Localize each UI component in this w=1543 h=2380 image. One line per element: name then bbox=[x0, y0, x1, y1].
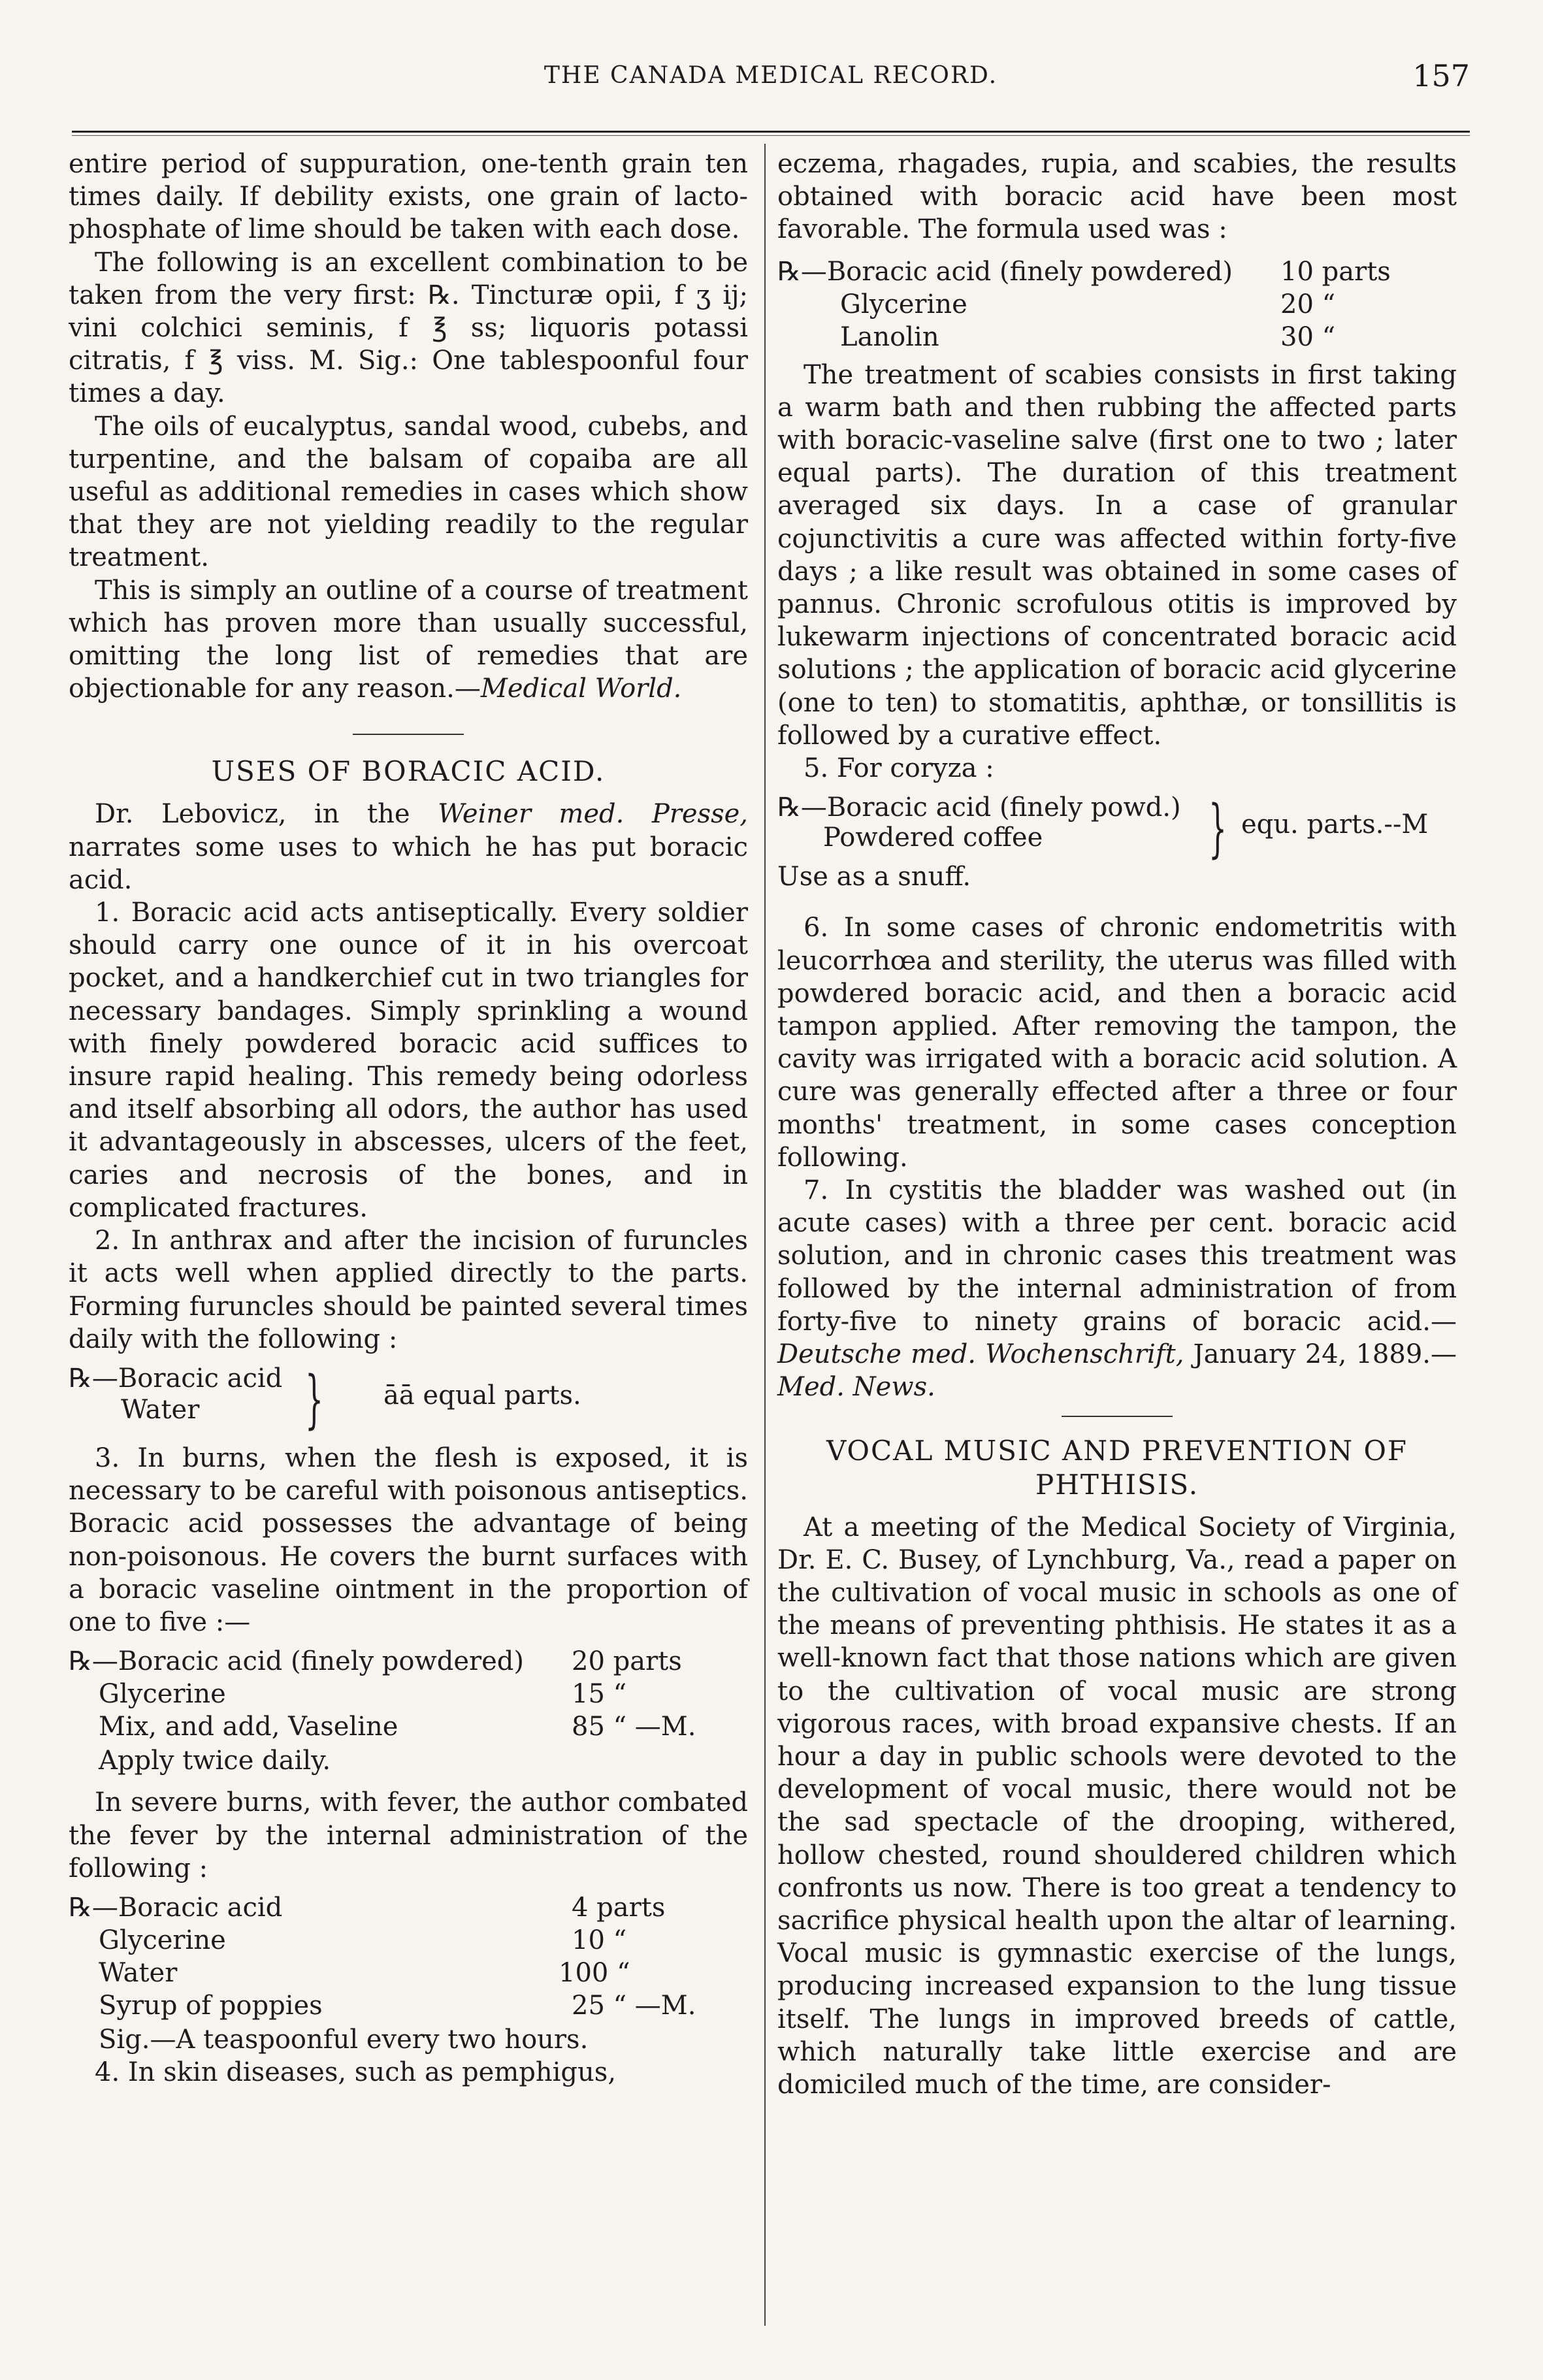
paragraph: The oils of eucalyptus, sandal wood, cubebs, and turpentine, and the balsam of copaiba are all useful as additional remedies in cases which show that they are not yielding readily to the regular treatment. bbox=[69, 411, 748, 573]
rx-note: equ. parts.--M bbox=[1241, 809, 1429, 840]
paragraph-text: January 24, 1889.— bbox=[1184, 1339, 1457, 1370]
page-number: 157 bbox=[1412, 58, 1470, 93]
brace-icon: } bbox=[1209, 792, 1227, 866]
paragraph: eczema, rhagades, rupia, and scabies, the results obtained with boracic acid have been most favorable. The formula used was : bbox=[777, 149, 1457, 245]
rx-note: Apply twice daily. bbox=[99, 1746, 331, 1776]
source-citation: Medical World. bbox=[480, 674, 682, 704]
rx-line: Powdered coffee bbox=[823, 823, 1043, 853]
paragraph-text: narrates some uses to which he has put boracic acid. bbox=[69, 832, 748, 895]
rx-quantity: 20 “ bbox=[1280, 289, 1336, 319]
list-item: 1. Boracic acid acts antiseptically. Every soldier should carry one ounce of it in his overcoat pocket, and a handkerchief cut in two triangles for necessary bandages. Simply sprinkling a wound with finely powdered boracic acid suffices to insure rapid healing. This remedy being odorless and itself absorbing all odors, the author has used it advantageously in abscesses, ulcers of the feet, caries and necrosis of the bones, and in complicated fractures. bbox=[69, 898, 748, 1223]
paragraph-text: Dr. Lebovicz, in the bbox=[95, 799, 438, 830]
section-separator bbox=[1062, 1416, 1173, 1417]
rx-line: Mix, and add, Vaseline bbox=[99, 1712, 398, 1742]
paragraph: The following is an excellent combination to be taken from the very first: ℞. Tincturæ opii, f ʒ ij; vini colchici seminis, f ℥ ss; liquoris potassi citratis, f ℥ viss. M. Sig.: One tablespoonful four times a day. bbox=[69, 247, 748, 409]
rx-quantity: 20 parts bbox=[572, 1646, 682, 1677]
source-citation: Med. News. bbox=[777, 1372, 935, 1403]
list-item bbox=[777, 1174, 1457, 1403]
running-title: THE CANADA MEDICAL RECORD. bbox=[544, 62, 998, 89]
rx-line: ℞—Boracic acid (finely powdered) bbox=[777, 256, 1233, 287]
rx-quantity: 15 “ bbox=[572, 1679, 627, 1710]
brace-icon: } bbox=[305, 1363, 323, 1437]
column-divider bbox=[764, 144, 766, 2326]
rx-line: Glycerine bbox=[99, 1925, 226, 1955]
rx-line: Lanolin bbox=[840, 321, 939, 352]
source-citation: Deutsche med. Wochenschrift, bbox=[777, 1339, 1184, 1370]
rx-line: Water bbox=[99, 1957, 178, 1988]
rx-quantity: 4 parts bbox=[572, 1892, 666, 1923]
rx-line: Water bbox=[121, 1394, 200, 1425]
right-column bbox=[777, 148, 1457, 2101]
rx-line: Glycerine bbox=[840, 289, 967, 319]
list-item: 6. In some cases of chronic endometritis with leucorrhœa and sterility, the uterus was filled with powdered boracic acid, and then a boracic acid tampon applied. After removing the tampon, the cavity was irrigated with a boracic acid solution. A cure was generally effected after a three or four months' treatment, in some cases conception following. bbox=[777, 913, 1457, 1173]
paragraph-text: 7. In cystitis the bladder was washed out (in acute cases) with a three per cent. boracic acid solution, and in chronic cases this treatment was followed by the internal administration of from forty-five to ninety grains of boracic acid.— bbox=[777, 1175, 1457, 1337]
section-separator bbox=[353, 734, 464, 735]
list-item: 5. For coryza : bbox=[804, 753, 994, 784]
rx-quantity: 30 “ bbox=[1280, 321, 1336, 352]
rx-quantity: 10 parts bbox=[1280, 256, 1391, 287]
rx-note: āā equal parts. bbox=[383, 1380, 581, 1410]
section-title: VOCAL MUSIC AND PREVENTION OF PHTHISIS. bbox=[826, 1434, 1408, 1501]
source-citation: Weiner med. Presse, bbox=[438, 799, 748, 830]
rx-line: Syrup of poppies bbox=[99, 1990, 323, 2021]
prescription bbox=[777, 791, 1457, 866]
rx-line: ℞—Boracic acid bbox=[69, 1892, 283, 1923]
rx-quantity: 10 “ bbox=[572, 1925, 627, 1955]
paragraph: entire period of suppuration, one-tenth grain ten times daily. If debility exists, one grain of lacto-phosphate of lime should be taken with each dose. bbox=[69, 149, 748, 245]
paragraph: In severe burns, with fever, the author combated the fever by the internal administration of the following : bbox=[69, 1787, 748, 1883]
rx-quantity: 85 “ —M. bbox=[572, 1712, 696, 1742]
paragraph bbox=[69, 798, 748, 896]
list-item: 4. In skin diseases, such as pemphigus, bbox=[95, 2057, 617, 2088]
rx-line: ℞—Boracic acid bbox=[69, 1363, 283, 1394]
prescription bbox=[69, 1362, 748, 1437]
rx-quantity: 25 “ —M. bbox=[572, 1990, 696, 2021]
list-item: 3. In burns, when the flesh is exposed, it is necessary to be careful with poisonous antiseptics. Boracic acid possesses the advantage of being non-poisonous. He covers the burnt surfaces with a boracic vaseline ointment in the proportion of one to five :— bbox=[69, 1443, 748, 1637]
prescription bbox=[777, 255, 1457, 355]
paragraph-text: This is simply an outline of a course of treatment which has proven more than usually successful, omitting the long list of remedies that are objectionable for any reason.— bbox=[69, 575, 748, 704]
paragraph: At a meeting of the Medical Society of Virginia, Dr. E. C. Busey, of Lynchburg, Va., read a paper on the cultivation of vocal music in schools as one of the means of preventing phthisis. He states it as a well-known fact that those nations which are given to the cultivation of vocal music are strong vigorous races, with broad expansive chests. If an hour a day in public schools were devoted to the development of vocal music, there would not be the sad spectacle of the drooping, withered, hollow chested, round shouldered children which confronts us now. There is too great a tendency to sacrifice physical health upon the altar of learning. Vocal music is gymnastic exercise of the lungs, producing increased expansion to the lung tissue itself. The lungs in improved breeds of cattle, which naturally take little exercise and are domiciled much of the time, are consider- bbox=[777, 1512, 1457, 2100]
rx-line: ℞—Boracic acid (finely powd.) bbox=[777, 792, 1181, 823]
rx-note: Use as a snuff. bbox=[777, 862, 971, 892]
header-rule bbox=[72, 131, 1470, 136]
section-title: USES OF BORACIC ACID. bbox=[211, 755, 606, 788]
prescription bbox=[69, 1891, 748, 2023]
prescription bbox=[69, 1645, 748, 1744]
paragraph bbox=[69, 574, 748, 706]
list-item: 2. In anthrax and after the incision of furuncles it acts well when applied directly to the parts. Forming furuncles should be painted several times daily with the following : bbox=[69, 1226, 748, 1354]
rx-note: Sig.—A teaspoonful every two hours. bbox=[99, 2024, 589, 2055]
rx-quantity: 100 “ bbox=[559, 1957, 630, 1988]
rx-line: ℞—Boracic acid (finely powdered) bbox=[69, 1646, 525, 1677]
paragraph: The treatment of scabies consists in first taking a warm bath and then rubbing the affected parts with boracic-vaseline salve (first one to two ; later equal parts). The duration of this treatment averaged six days. In a case of granular cojunctivitis a cure was affected within forty-five days ; a like result was obtained in some cases of pannus. Chronic scrofulous otitis is improved by lukewarm injections of concentrated boracic acid solutions ; the application of boracic acid glycerine (one to ten) to stomatitis, aphthæ, or tonsillitis is followed by a curative effect. bbox=[777, 359, 1457, 751]
page-header bbox=[72, 58, 1470, 114]
rx-line: Glycerine bbox=[99, 1679, 226, 1710]
left-column bbox=[69, 148, 748, 2089]
